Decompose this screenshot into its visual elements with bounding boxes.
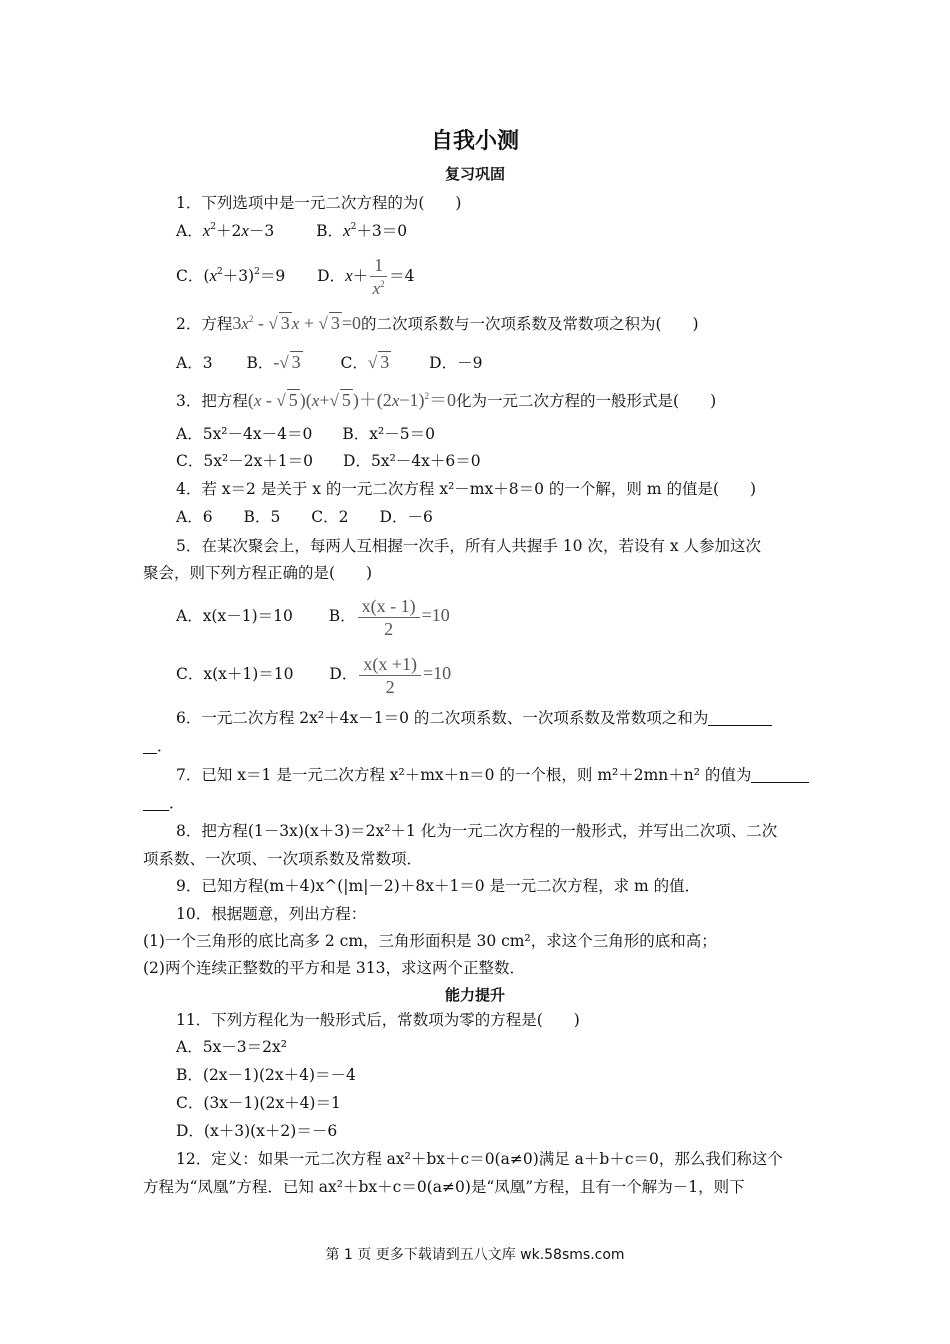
- question-3-options-cd: C．5x²－2x＋1＝0 D．5x²－4x＋6＝0: [176, 452, 481, 470]
- question-8-line-2: 项系数、一次项、一次项系数及常数项．: [143, 850, 423, 868]
- question-6-line-1: 6．一元二次方程 2x²＋4x－1＝0 的二次项系数、一次项系数及常数项之和为: [176, 708, 772, 728]
- fraction-option-d: $\frac{x(x +1)}{2}$: [359, 653, 421, 698]
- equation-q3: (x - √ 5 )(x+√ 5 )$+(2x-1)^2=0$: [247, 390, 457, 410]
- question-12-line-1: 12．定义：如果一元二次方程 ax²＋bx＋c＝0(a≠0)满足 a＋b＋c＝0，那么我们称这个: [176, 1150, 783, 1168]
- question-11-option-a: A．5x－3＝2x²: [176, 1038, 287, 1056]
- question-11-option-d: D．(x＋3)(x＋2)＝－6: [176, 1122, 338, 1140]
- equation-q2: $3x^2$ - √ 3 x + √ 3 =0: [232, 313, 361, 333]
- answer-blank-q6[interactable]: [708, 709, 772, 726]
- question-11-stem: 11．下列方程化为一般形式后，常数项为零的方程是( ): [176, 1011, 580, 1029]
- fraction-option-b: $\frac{x(x - 1)}{2}$: [358, 595, 420, 640]
- fraction-one-over-x-squared: $\frac{1}{x^2}$: [370, 254, 387, 300]
- question-3-options-ab: A．5x²－4x－4＝0 B．x²－5＝0: [176, 425, 435, 443]
- question-10-part-1: (1)一个三角形的底比高多 2 cm，三角形面积是 30 cm²，求这个三角形的底和高；: [143, 932, 717, 950]
- question-7-line-2: ．: [143, 793, 185, 813]
- question-8-line-1: 8．把方程(1－3x)(x＋3)＝2x²＋1 化为一元二次方程的一般形式，并写出二次项、二次: [176, 822, 778, 840]
- question-7-line-1: 7．已知 x＝1 是一元二次方程 x²＋mx＋n＝0 的一个根，则 m²＋2mn＋n² 的值为: [176, 765, 809, 785]
- question-11-option-c: C．(3x－1)(2x＋4)＝1: [176, 1094, 341, 1112]
- question-4-stem: 4．若 x＝2 是关于 x 的一元二次方程 x²－mx＋8＝0 的一个解，则 m 的值是( ): [176, 480, 757, 498]
- question-2-options: A．3 B．-√ 3 C．√ 3 D．－9: [176, 352, 483, 372]
- question-3-stem: 3．把方程(x - √ 5 )(x+√ 5 )$+(2x-1)^2=0$化为一元二次方程的一般形式是( ): [176, 390, 717, 410]
- question-9-stem: 9．已知方程(m＋4)x^(|m|－2)＋8x＋1＝0 是一元二次方程，求 m 的值．: [176, 877, 701, 895]
- question-5-options-ab: A．x(x－1)＝10 B． $\frac{x(x - 1)}{2}$ =10: [176, 595, 450, 639]
- page-footer: 第 1 页 更多下载请到五八文库 wk.58sms.com: [325, 1247, 625, 1263]
- question-10-part-2: (2)两个连续正整数的平方和是 313，求这两个正整数．: [143, 959, 525, 977]
- question-11-option-b: B．(2x－1)(2x＋4)＝－4: [176, 1066, 356, 1084]
- question-5-line-1: 5．在某次聚会上，每两人互相握一次手，所有人共握手 10 次，若设有 x 人参加这次: [176, 537, 762, 555]
- question-10-stem: 10．根据题意，列出方程：: [176, 905, 367, 923]
- question-12-line-2: 方程为“凤凰”方程．已知 ax²＋bx＋c＝0(a≠0)是“凤凰”方程，且有一个解为－1，则下: [143, 1178, 745, 1196]
- question-6-line-2: ．: [143, 736, 173, 756]
- section-heading-advance: 能力提升: [444, 986, 505, 1004]
- question-2-stem: 2．方程$3x^2$ - √ 3 x + √ 3 =0的二次项系数与一次项系数及常数项之积为( ): [176, 313, 699, 333]
- question-1-stem: 1．下列选项中是一元二次方程的为( ): [176, 194, 462, 212]
- page-title: 自我小测: [430, 129, 519, 154]
- section-heading-review: 复习巩固: [444, 165, 505, 183]
- question-5-line-2: 聚会，则下列方程正确的是( ): [143, 564, 373, 582]
- question-4-options: A．6 B．5 C．2 D．－6: [176, 508, 433, 526]
- question-5-options-cd: C．x(x＋1)＝10 D． $\frac{x(x +1)}{2}$ =10: [176, 653, 452, 697]
- question-1-options-ab: A．$x^2+2x-3$ B．$x^2+3=0$: [176, 221, 408, 240]
- answer-blank-q7[interactable]: [751, 766, 809, 783]
- question-1-options-cd: C．$(x^2+3)^2=9$ D．x＋ $\frac{1}{x^2}$ ＝4: [176, 255, 415, 298]
